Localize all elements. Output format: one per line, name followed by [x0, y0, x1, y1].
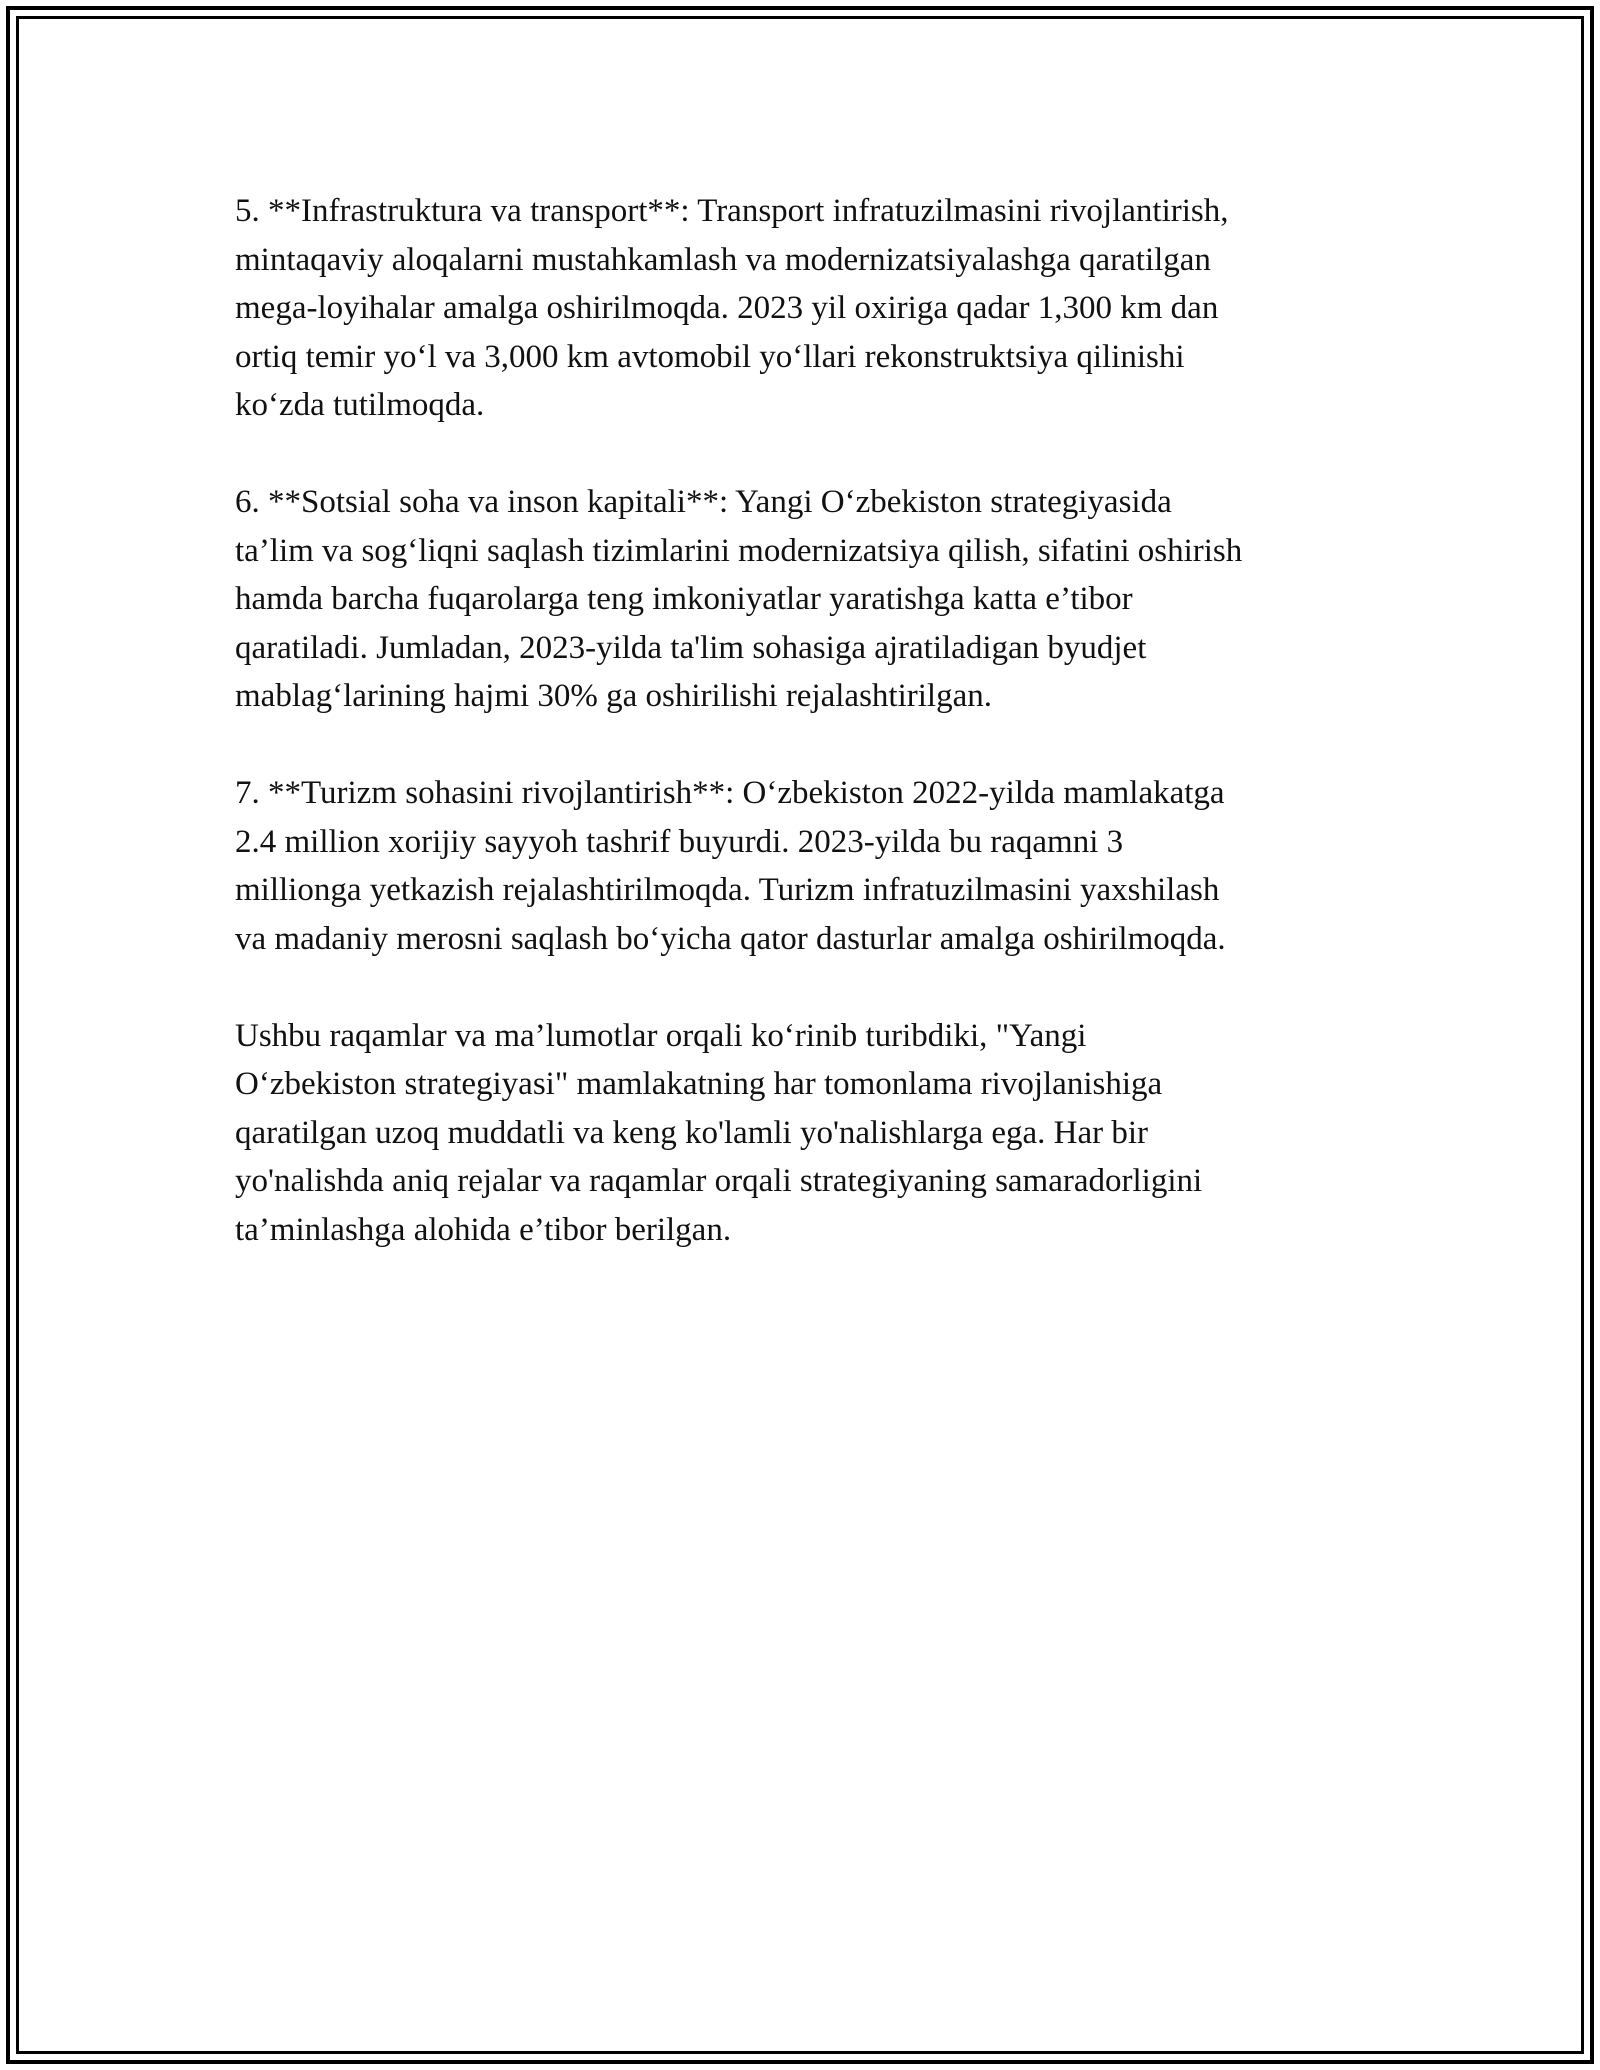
text-line: O‘zbekiston strategiyasi" mamlakatning har tomonlama rivojlanishiga — [235, 1066, 1163, 1102]
text-line: qaratiladi. Jumladan, 2023-yilda ta'lim sohasiga ajratiladigan byudjet — [235, 629, 1147, 666]
text-line: mablag‘larining hajmi 30% ga oshirilishi rejalashtirilgan. — [235, 678, 992, 714]
text-line: mega-loyihalar amalga oshirilmoqda. 2023 yil oxiriga qadar 1,300 km dan — [235, 290, 1219, 326]
text-line: millionga yetkazish rejalashtirilmoqda. Turizm infratuzilmasini yaxshilash — [235, 872, 1220, 908]
text-line: va madaniy merosni saqlash bo‘yicha qator dasturlar amalga oshirilmoqda. — [235, 920, 1226, 957]
document-body — [235, 187, 1375, 1303]
paragraph-tourism — [235, 769, 1375, 963]
text-line: yo'nalishda aniq rejalar va raqamlar orqali strategiyaning samaradorligini — [235, 1163, 1203, 1199]
paragraph-infrastructure-transport — [235, 187, 1375, 430]
text-line: hamda barcha fuqarolarga teng imkoniyatlar yaratishga katta e’tibor — [235, 581, 1133, 617]
text-line: ortiq temir yo‘l va 3,000 km avtomobil yo‘llari rekonstruktsiya qilinishi — [235, 338, 1185, 375]
text-line: ta’minlashga alohida e’tibor berilgan. — [235, 1211, 732, 1248]
text-line: mintaqaviy aloqalarni mustahkamlash va modernizatsiyalashga qaratilgan — [235, 241, 1211, 278]
text-line: qaratilgan uzoq muddatli va keng ko'lamli yo'nalishlarga ega. Har bir — [235, 1114, 1149, 1151]
text-line: Ushbu raqamlar va ma’lumotlar orqali ko‘rinib turibdiki, "Yangi — [235, 1017, 1087, 1054]
text-line: 5. **Infrastruktura va transport**: Transport infratuzilmasini rivojlantirish, — [235, 193, 1229, 229]
paragraph-conclusion — [235, 1012, 1375, 1255]
text-line: 6. **Sotsial soha va inson kapitali**: Yangi O‘zbekiston strategiyasida — [235, 484, 1172, 520]
text-line: 2.4 million xorijiy sayyoh tashrif buyurdi. 2023-yilda bu raqamni 3 — [235, 823, 1124, 860]
text-line: ko‘zda tutilmoqda. — [235, 387, 485, 423]
text-line: 7. **Turizm sohasini rivojlantirish**: O‘zbekiston 2022-yilda mamlakatga — [235, 775, 1225, 811]
paragraph-social-sphere — [235, 478, 1375, 721]
text-line: ta’lim va sog‘liqni saqlash tizimlarini modernizatsiya qilish, sifatini oshirish — [235, 532, 1243, 569]
